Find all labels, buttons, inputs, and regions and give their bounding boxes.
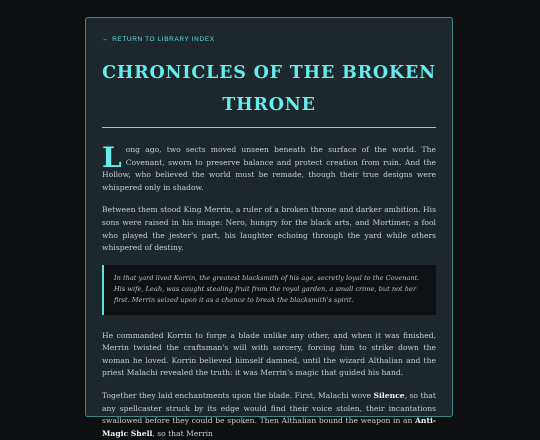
intro-text: ong ago, two sects moved unseen beneath the surface of the world. The Covenant, sworn to preserve balance and protect creation from ruin. And the Hollow, who believed the world must be remade, though their true designs were whispered only in shadow. [102, 145, 436, 192]
return-to-library-link[interactable] [102, 36, 436, 43]
korrin-quote: In that yard lived Korrin, the greatest blacksmith of his age, secretly loyal to the Covenant. His wife, Leah, was caught stealing fruit from the royal garden, a small crime, but not her first. Merrin seized upon it as a chance to break the blacksmith's spirit. [102, 265, 436, 315]
page-title: CHRONICLES OF THE BROKEN THRONE [102, 63, 436, 115]
enchantment-paragraph [102, 390, 436, 440]
story-card [85, 17, 453, 438]
blade-paragraph: He commanded Korrin to forge a blade unlike any other, and when it was finished, Merrin twisted the craftsman's will with sorcery, forcing him to strike down the woman he loved. Korrin believed himself damned, until the wizard Althalian and the priest Malachi revealed the truth: it was Merrin's magic that guided his hand. [102, 330, 436, 378]
intro-paragraph [102, 141, 436, 194]
silence-term: Silence [373, 391, 405, 401]
enchantment-text-2: , so that any spellcaster struck by its edge would find their voice stolen, their incantations swallowed before they could be spoken. Then Althalian bound the weapon in an [102, 391, 436, 426]
back-arrow-icon: ← [102, 36, 110, 43]
return-link-label: RETURN TO LIBRARY INDEX [112, 36, 215, 43]
anti-magic-shell-term: Anti-Magic Shell [102, 416, 436, 438]
merrin-paragraph: Between them stood King Merrin, a ruler of a broken throne and darker ambition. His sons were raised in his image: Nero, hungry for the black arts, and Mortimer, a fool who played the jester's part, his laughter echoing through the yard while others whispered of destiny. [102, 205, 436, 253]
drop-cap: L [102, 141, 122, 174]
title-divider [102, 127, 436, 128]
enchantment-text-1: Together they laid enchantments upon the blade. First, Malachi wove [102, 391, 374, 401]
enchantment-text-3: , so that Merrin [152, 428, 213, 438]
